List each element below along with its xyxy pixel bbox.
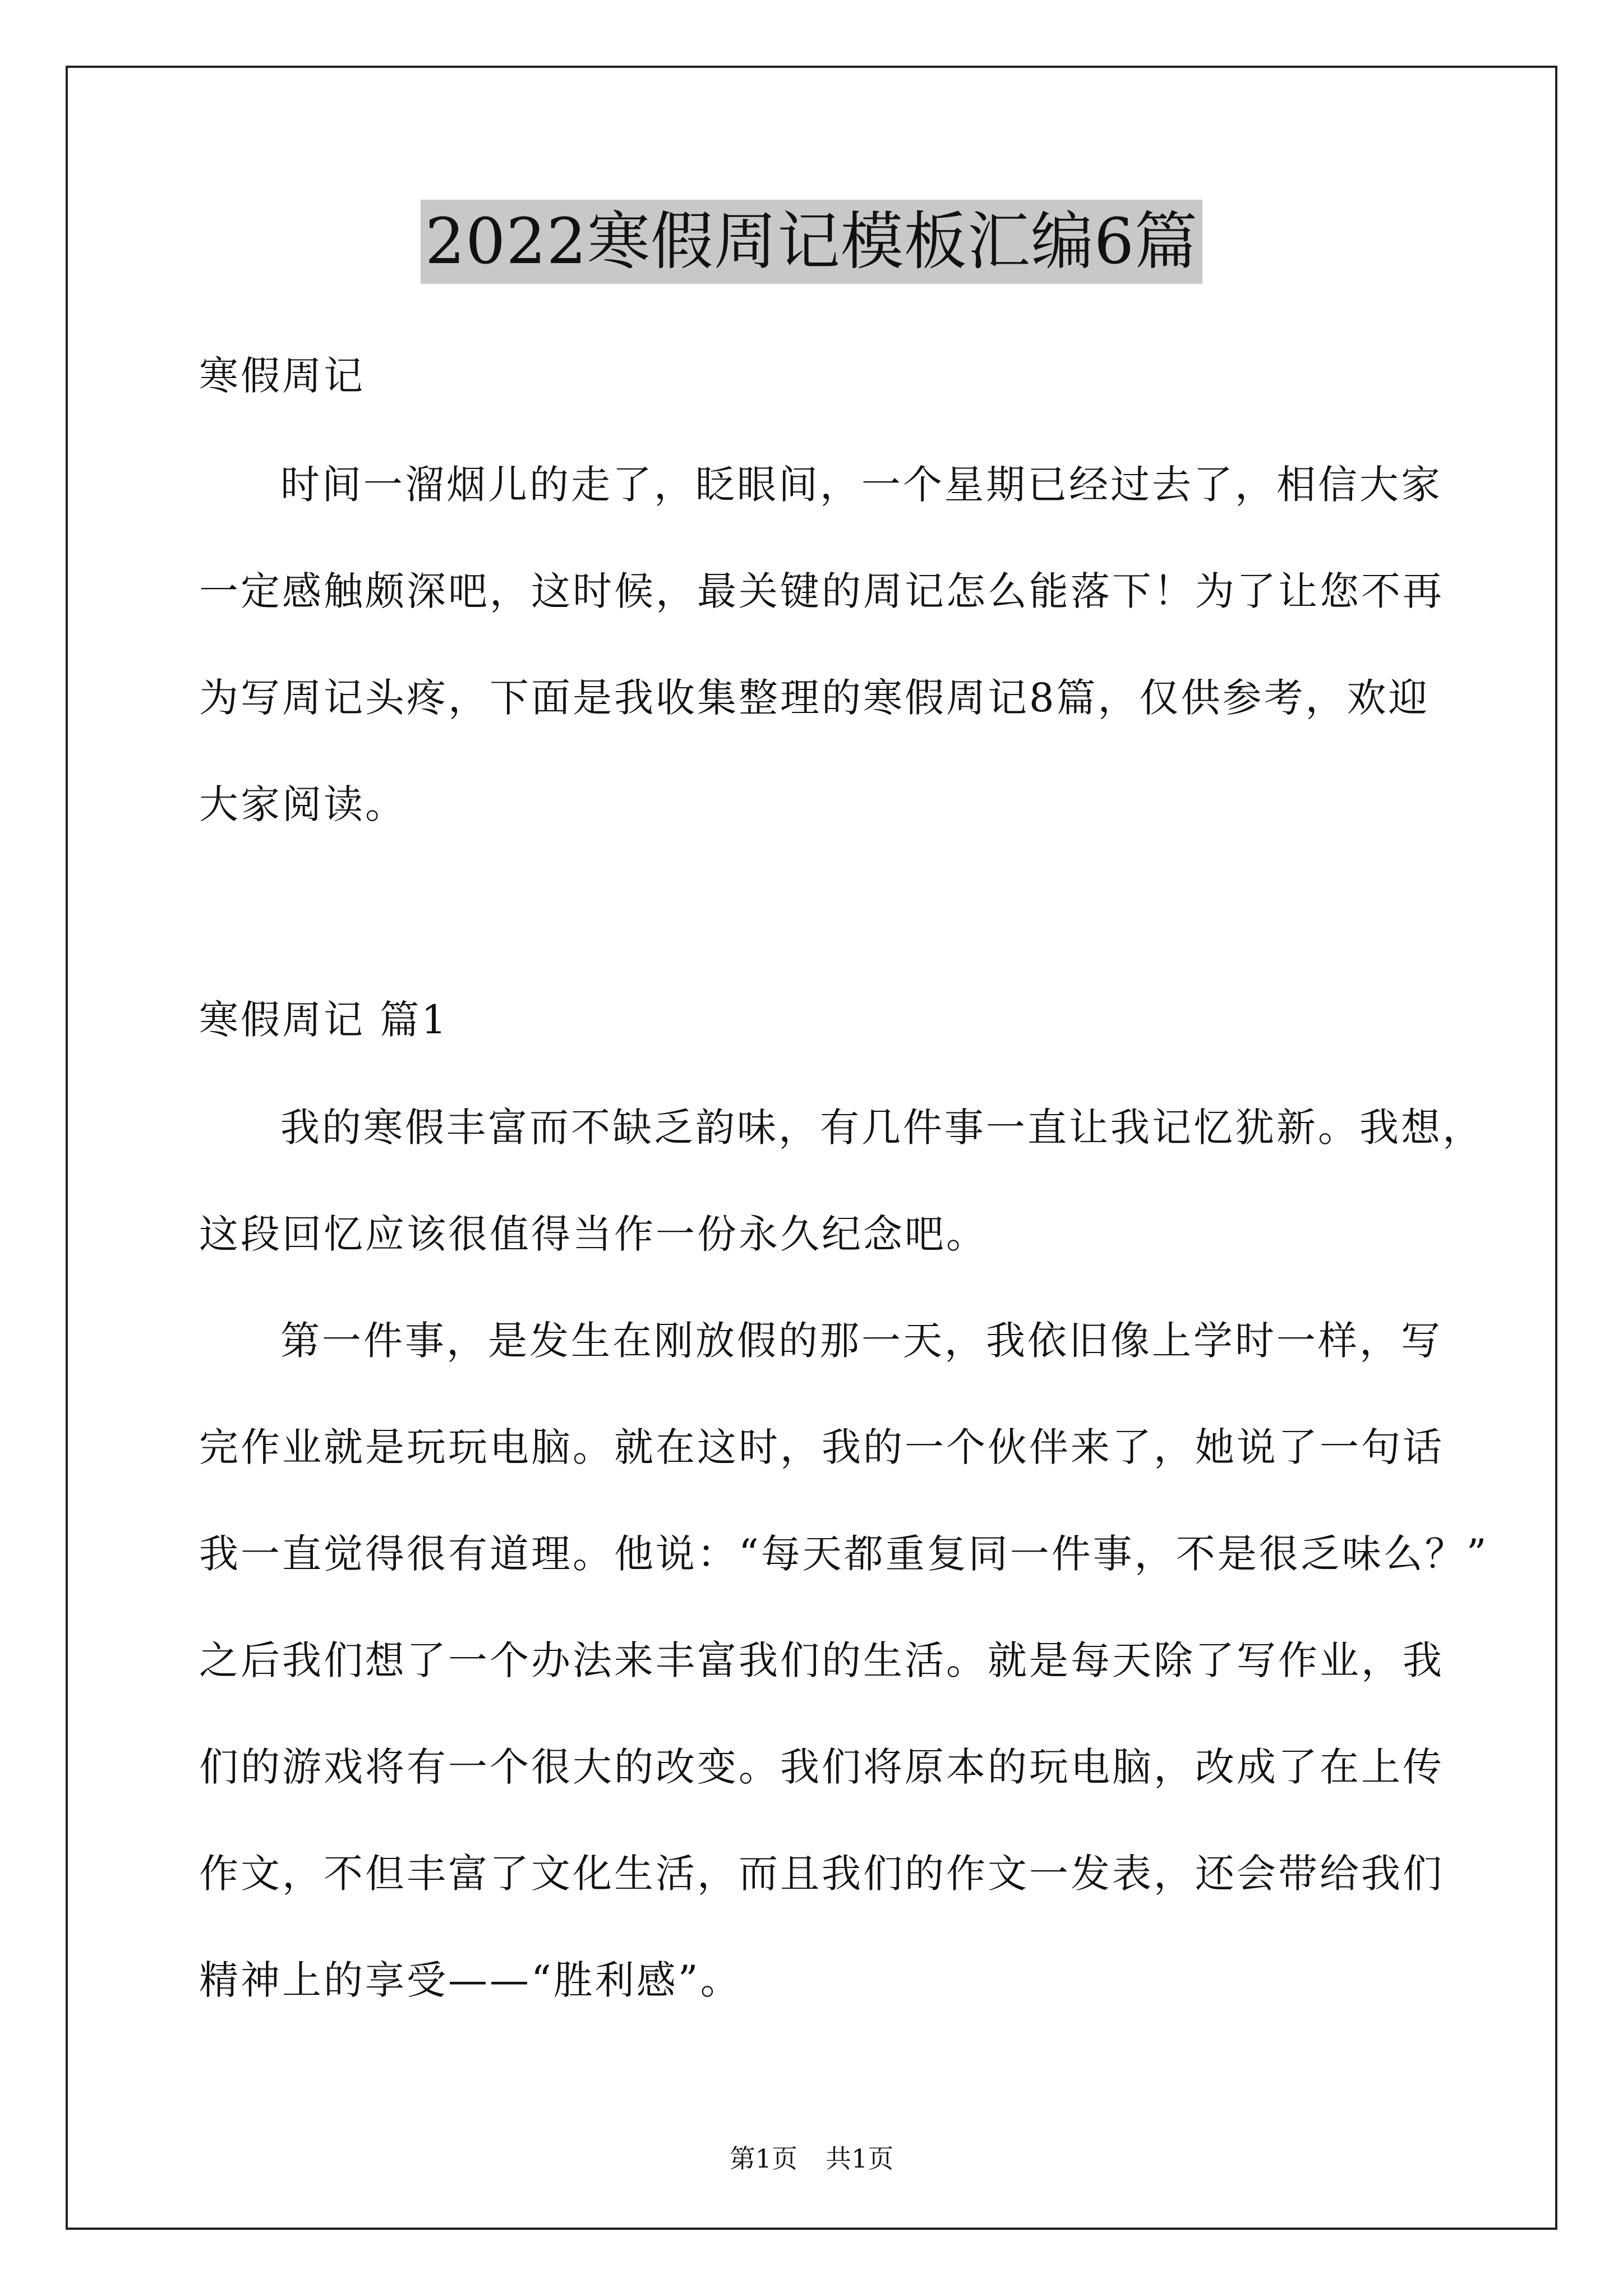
paragraph-line: 完作业就是玩玩电脑。就在这时，我的一个伙伴来了，她说了一句话 <box>199 1424 1444 1470</box>
intro-line: 为写周记头疼，下面是我收集整理的寒假周记8篇，仅供参考，欢迎 <box>199 675 1430 721</box>
page-number-total: 共1页 <box>826 2143 894 2174</box>
paragraph-line: 这段回忆应该很值得当作一份永久纪念吧。 <box>199 1211 988 1257</box>
intro-heading: 寒假周记 <box>199 353 365 399</box>
section1-heading: 寒假周记 篇1 <box>199 997 449 1043</box>
paragraph-line: 精神上的享受——“胜利感”。 <box>199 1957 742 2003</box>
page-number-current: 第1页 <box>729 2143 797 2174</box>
intro-line: 大家阅读。 <box>199 781 407 827</box>
paragraph-line: 我一直觉得很有道理。他说：“每天都重复同一件事，不是很乏味么？” <box>199 1531 1489 1577</box>
paragraph-line: 第一件事，是发生在刚放假的那一天，我依旧像上学时一样，写 <box>280 1318 1442 1364</box>
paragraph-line: 们的游戏将有一个很大的改变。我们将原本的玩电脑，改成了在上传 <box>199 1744 1444 1790</box>
page-footer <box>0 2142 1623 2175</box>
paragraph-line: 我的寒假丰富而不缺乏韵味，有几件事一直让我记忆犹新。我想， <box>280 1105 1484 1151</box>
intro-line: 时间一溜烟儿的走了，眨眼间，一个星期已经过去了，相信大家 <box>280 462 1442 508</box>
paragraph-line: 之后我们想了一个办法来丰富我们的生活。就是每天除了写作业，我 <box>199 1637 1444 1683</box>
paragraph-line: 作文，不但丰富了文化生活，而且我们的作文一发表，还会带给我们 <box>199 1851 1444 1897</box>
intro-line: 一定感触颇深吧，这时候，最关键的周记怎么能落下！为了让您不再 <box>199 568 1444 614</box>
document-title: 2022寒假周记模板汇编6篇 <box>421 200 1202 284</box>
title-container <box>0 200 1623 284</box>
